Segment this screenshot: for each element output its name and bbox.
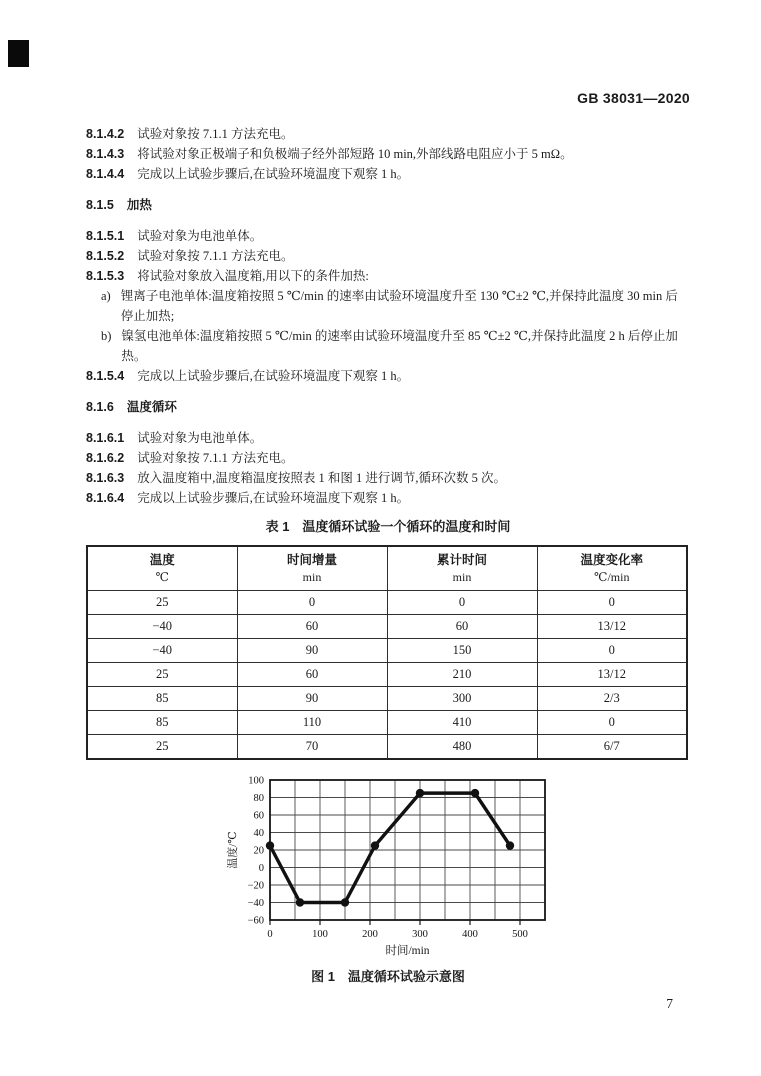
clause-number: 8.1.5.3 [86,269,125,283]
clause-text: 加热 [126,198,152,212]
column-header [87,546,237,591]
clause-number: 8.1.6.2 [86,451,125,465]
table-cell: 0 [537,711,687,735]
clause [86,428,690,448]
table-row [87,735,687,760]
clause-heading [86,195,690,215]
table-row [87,687,687,711]
x-tick-label: 400 [462,929,478,940]
clause-text: 温度循环 [126,400,177,414]
x-tick-label: 0 [267,929,273,940]
table-cell: 6/7 [537,735,687,760]
y-axis-label: 温度/℃ [227,831,239,869]
clause-number: 8.1.5.4 [86,369,125,383]
table-cell: 25 [87,591,237,615]
clause [86,144,690,164]
table-row [87,711,687,735]
temperature-cycle-chart [224,772,564,963]
clause-text: 镍氢电池单体:温度箱按照 5 ℃/min 的速率由试验环境温度升至 85 ℃±2 ℃,并保持此温度 2 h 后停止加热。 [121,329,678,363]
clause [86,164,690,184]
scan-corner-mark [8,40,29,67]
table-cell: 85 [87,687,237,711]
clause [86,124,690,144]
clause-text: 完成以上试验步骤后,在试验环境温度下观察 1 h。 [137,167,410,181]
table-body [87,591,687,760]
clause-number: 8.1.5 [86,198,114,212]
temperature-cycle-table [86,545,688,760]
clause-text: 试验对象按 7.1.1 方法充电。 [137,249,294,263]
clause-text: 试验对象按 7.1.1 方法充电。 [137,127,294,141]
clause-text: 锂离子电池单体:温度箱按照 5 ℃/min 的速率由试验环境温度升至 130 ℃±2 ℃,并保持此温度 30 min 后停止加热; [120,289,678,323]
clause-list-item [86,326,690,366]
clause-text: 试验对象按 7.1.1 方法充电。 [137,451,294,465]
table-cell: 0 [537,591,687,615]
column-unit: ℃ [155,570,169,584]
data-point-marker [506,841,514,849]
data-point-marker [371,841,379,849]
clause-number: 8.1.6.1 [86,431,125,445]
table-row [87,591,687,615]
table-cell: 90 [237,639,387,663]
clause [86,226,690,246]
y-tick-label: −60 [247,915,264,927]
clause-number: 8.1.6 [86,400,114,414]
y-tick-label: −40 [247,898,264,909]
table-cell: −40 [87,615,237,639]
table-cell: 0 [387,591,537,615]
y-tick-label: −20 [247,880,264,892]
item-letter: b) [101,329,112,343]
clause-number: 8.1.4.3 [86,147,125,161]
table-cell: 25 [87,663,237,687]
clause [86,246,690,266]
clause-number: 8.1.4.4 [86,167,125,181]
y-tick-label: 80 [253,793,264,804]
table-cell: 210 [387,663,537,687]
clause-number: 8.1.6.4 [86,491,125,505]
data-point-marker [416,789,424,797]
clause [86,266,690,286]
column-header [387,546,537,591]
table-cell: 13/12 [537,615,687,639]
clause-number: 8.1.4.2 [86,127,125,141]
clause-heading [86,397,690,417]
clause-text: 将试验对象放入温度箱,用以下的条件加热: [137,269,369,283]
temperature-line [270,793,510,902]
column-label: 温度变化率 [580,553,643,567]
column-unit: ℃/min [594,570,630,584]
clause [86,488,690,508]
table-header-row [87,546,687,591]
clause-number: 8.1.5.1 [86,229,125,243]
clauses [86,124,690,508]
clause-text: 完成以上试验步骤后,在试验环境温度下观察 1 h。 [137,369,410,383]
table-cell: −40 [87,639,237,663]
clause-text: 完成以上试验步骤后,在试验环境温度下观察 1 h。 [137,491,410,505]
table-cell: 410 [387,711,537,735]
column-label: 累计时间 [436,553,487,567]
table-cell: 13/12 [537,663,687,687]
column-header [537,546,687,591]
y-tick-label: 20 [253,845,264,857]
standard-number-header: GB 38031—2020 [577,90,690,106]
column-unit: min [452,570,472,584]
figure-caption: 图 1 温度循环试验示意图 [311,969,465,984]
x-tick-label: 200 [362,929,378,940]
x-tick-label: 100 [312,929,328,940]
data-point-marker [296,898,304,906]
data-point-marker [266,841,274,849]
column-label: 温度 [149,553,175,567]
table-cell: 60 [237,663,387,687]
table-header [87,546,687,591]
table-cell: 150 [387,639,537,663]
column-header [237,546,387,591]
data-point-marker [471,789,479,797]
y-tick-label: 60 [253,810,264,822]
table-cell: 0 [537,639,687,663]
item-letter: a) [101,289,111,303]
table-cell: 90 [237,687,387,711]
page-number: 7 [666,996,673,1011]
table-row [87,615,687,639]
table-row [87,639,687,663]
table-cell: 300 [387,687,537,711]
table-cell: 480 [387,735,537,760]
data-point-marker [341,898,349,906]
clause-number: 8.1.5.2 [86,249,125,263]
table-cell: 70 [237,735,387,760]
table-cell: 85 [87,711,237,735]
table-cell: 0 [237,591,387,615]
chart-svg [224,772,555,958]
table-row [87,663,687,687]
table-cell: 60 [387,615,537,639]
x-axis-label: 时间/min [385,945,430,957]
y-tick-label: 40 [253,828,264,839]
x-tick-label: 500 [512,929,528,940]
column-label: 时间增量 [286,553,337,567]
clause-list-item [86,286,690,326]
y-tick-label: 0 [258,863,264,874]
clause-text: 试验对象为电池单体。 [137,229,263,243]
clause-text: 试验对象为电池单体。 [137,431,263,445]
table-cell: 110 [237,711,387,735]
y-tick-label: 100 [248,775,264,787]
clause [86,366,690,386]
table-cell: 60 [237,615,387,639]
table-cell: 2/3 [537,687,687,711]
x-tick-label: 300 [412,929,428,940]
clause-number: 8.1.6.3 [86,471,125,485]
table-caption: 表 1 温度循环试验一个循环的温度和时间 [265,519,511,534]
clause-text: 将试验对象正极端子和负极端子经外部短路 10 min,外部线路电阻应小于 5 mΩ。 [137,147,573,161]
column-unit: min [302,570,322,584]
clause [86,448,690,468]
clause-text: 放入温度箱中,温度箱温度按照表 1 和图 1 进行调节,循环次数 5 次。 [137,471,506,485]
clause [86,468,690,488]
table-cell: 25 [87,735,237,760]
